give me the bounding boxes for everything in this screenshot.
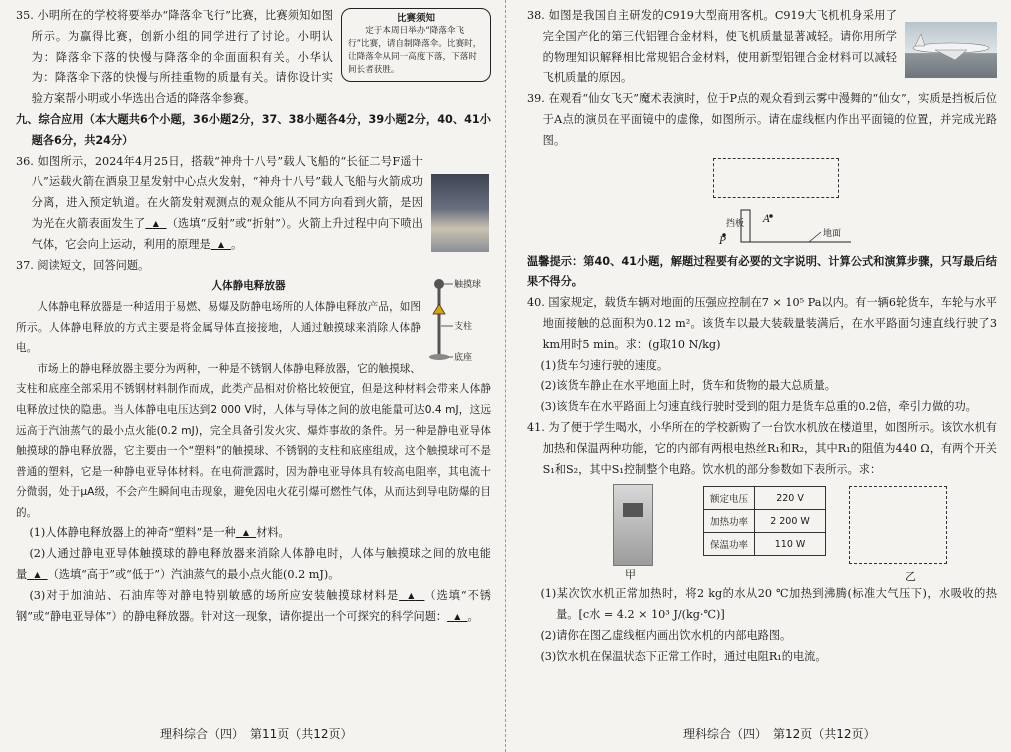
spec-label: 加热功率 xyxy=(704,510,755,533)
answer-blank[interactable]: ▲ xyxy=(34,570,41,580)
spec-value: 110 W xyxy=(755,533,826,556)
question-37-intro: 37. 阅读短文，回答问题。 xyxy=(16,258,150,272)
water-dispenser-figures xyxy=(527,480,997,584)
ground-label: 地面 xyxy=(823,228,842,239)
question-41-3: (3)饮水机在保温状态下正常工作时，通过电阻R₁的电流。 xyxy=(540,649,827,663)
water-dispenser-photo xyxy=(613,484,653,566)
point-a-label: A xyxy=(763,213,771,225)
question-40-2: (2)该货车静止在水平地面上时，货车和货物的最大总质量。 xyxy=(540,379,836,393)
answer-blank[interactable]: ▲ xyxy=(242,528,250,538)
question-40-1: (1)货车匀速行驶的速度。 xyxy=(540,358,669,372)
figure-yi-label: 乙 xyxy=(905,570,916,584)
label-base: 底座 xyxy=(454,353,473,364)
passage-paragraph-2: 市场上的静电释放器主要分为两种，一种是不锈钢人体静电释放器，它的触摸球、支柱和底座全部采用不锈钢材料制作而成，此类产品相对价格比较便宜，但是这种材料会带来人体静电释放过快的隐患。当人体静电电压达到2 000 V时，人体与导体之间的放电能量可达0.4 mJ，这远远高于汽油蒸气的最小点火能(0.2 mJ)，完全具备引发火灾、爆炸事故的条件。另一种是静电亚导体触摸球的静电释放器，它主要由一个“塑料”的触摸球、不锈钢的支柱和底座组成，这个触摸球可不是普通的塑料，它是一种静电亚导体材料。在电荷泄露时，因为静电亚导体具有较高电阻率，其电流十分微弱，处于μA级，不会产生瞬间电击现象，避免因电火花引爆可燃性气体，从而达到导电防爆的目的。 xyxy=(16,362,491,519)
label-pillar: 支柱 xyxy=(454,322,473,333)
notice-title: 比赛须知 xyxy=(396,13,435,24)
rocket-launch-photo xyxy=(431,174,489,252)
spec-value: 220 V xyxy=(755,487,826,510)
passage-title: 人体静电释放器 xyxy=(211,280,286,293)
q37-3-text: (3)对于加油站、石油库等对静电特别敏感的场所应安装触摸球材料是 xyxy=(29,588,400,602)
page-footer-left: 理科综合（四） 第11页（共12页） xyxy=(160,727,353,741)
section-9-heading: 九、综合应用（本大题共6个小题，36小题2分，37、38小题各4分，39小题2分，40、41小题各6分，共24分） xyxy=(16,112,491,147)
answer-blank[interactable]: ▲ xyxy=(152,218,160,228)
calculation-tip: 温馨提示：第40、41小题，解题过程要有必要的文字说明、计算公式和演算步骤，只写最后结果不得分。 xyxy=(527,254,997,289)
question-37-3: (3)对于加油站、石油库等对静电特别敏感的场所应安装触摸球材料是 ▲ （选填“不锈钢”或“静电亚导体”）的静电释放器。针对这一现象，请你提出一个可探究的科学问题： ▲ 。 xyxy=(16,588,491,623)
answer-blank[interactable]: ▲ xyxy=(217,239,224,249)
q37-1-text: (1)人体静电释放器上的神奇“塑料”是一种 xyxy=(29,526,236,540)
spec-row xyxy=(704,533,826,556)
question-40: 40. 国家规定，载货车辆对地面的压强应控制在7 × 10⁵ Pa以内。有一辆6轮货车，车轮与水平地面接触的总面积为0.12 m²。该货车以最大装载量装满后，在水平路面匀速直线行驶了3 km用时5 min。求：(g取10 N/kg) xyxy=(527,296,997,351)
mirror-diagram xyxy=(527,152,997,252)
circuit-answer-box[interactable] xyxy=(849,486,947,564)
notice-body: 定于本周日举办“降落伞飞行”比赛，请自制降落伞。比赛时，让降落伞从同一高度下落，下落时间长者获胜。 xyxy=(348,26,482,75)
spec-row xyxy=(704,487,826,510)
board-label: 挡板 xyxy=(726,218,745,229)
q37-2-text: (2)人通过静电亚导体触摸球的静电释放器来消除人体静电时，人体与触摸球之间的放电能量 xyxy=(16,547,491,582)
q37-3-tail: （选填“不锈钢”或“静电亚导体”）的静电释放器。针对这一现象，请你提出一个可探究的科学问题： xyxy=(16,588,491,623)
mirror-diagram-lines xyxy=(527,152,857,252)
question-36: 36. 如图所示，2024年4月25日，搭载“神舟十八号”载人飞船的“长征二号F遥十八”运载火箭在酒泉卫星发射中心点火发射，“神舟十八号”载人飞船与火箭成功分离，进入预定轨道。在火箭发射观测点的观众能从不同方向看到火箭，是因为光在火箭表面发生了 ▲ （选填“反射”或“折射”）。火箭上升过程中向下喷出气体，它会向上运动，利用的原理是 ▲ 。 xyxy=(16,154,423,251)
passage-paragraph-1: 人体静电释放器是一种适用于易燃、易爆及防静电场所的人体静电释放产品，如图所示。人体静电释放的方式主要是将金属导体直接接地，人通过触摸球来消除人体静电。 xyxy=(16,300,421,355)
point-p-label: P xyxy=(719,235,726,247)
question-36-part-a: 36. 如图所示，2024年4月25日，搭载“神舟十八号”载人飞船的“长征二号F遥十八”运载火箭在酒泉卫星发射中心点火发射，“神舟十八号”载人飞船与火箭成功分离，进入预定轨道。在火箭发射观测点的观众能从不同方向看到火箭，是因为光在火箭表面发生了 xyxy=(16,154,423,230)
question-41-1: (1)某次饮水机正常加热时，将2 kg的水从20 ℃加热到沸腾(标准大气压下)，水吸收的热量。[c水 = 4.2 × 10³ J/(kg·℃)] xyxy=(540,587,997,622)
question-36-part-b: （选填“反射”或“折射”）。火箭上升过程中向下喷出气体，它会向上运动，利用的原理是 xyxy=(31,216,423,251)
question-37-2 xyxy=(16,544,491,586)
spec-label: 保温功率 xyxy=(704,533,755,556)
question-41-2: (2)请你在图乙虚线框内画出饮水机的内部电路图。 xyxy=(540,628,792,642)
q37-2-tail: （选填“高于”或“低于”）汽油蒸气的最小点火能(0.2 mJ)。 xyxy=(47,568,340,582)
page-divider xyxy=(505,0,506,752)
question-39: 39. 在观看“仙女飞天”魔术表演时，位于P点的观众看到云雾中漫舞的“仙女”，实质是挡板后位于A点的演员在平面镜中的虚像，如图所示。请在虚线框内作出平面镜的位置，并完成光路图。 xyxy=(527,92,997,147)
answer-blank[interactable]: ▲ xyxy=(454,611,461,621)
spec-label: 额定电压 xyxy=(704,487,755,510)
spec-row xyxy=(704,510,826,533)
spec-value: 2 200 W xyxy=(755,510,826,533)
c919-aircraft-photo xyxy=(905,22,997,78)
label-touch-ball: 触摸球 xyxy=(454,280,482,291)
question-41: 41. 为了便于学生喝水，小华所在的学校新购了一台饮水机放在楼道里，如图所示。该饮水机有加热和保温两种功能，它的内部有两根电热丝R₁和R₂，其中R₁的阻值为440 Ω，有两个开关S₁和S₂，其中S₁控制整个电路。饮水机的部分参数如下表所示。求： xyxy=(527,420,997,476)
left-page xyxy=(0,0,505,752)
static-discharger-figure xyxy=(427,276,489,364)
aircraft-icon xyxy=(905,22,997,78)
answer-blank[interactable]: ▲ xyxy=(408,590,416,600)
contest-notice-box xyxy=(341,8,491,82)
page-footer-right: 理科综合（四） 第12页（共12页） xyxy=(683,727,876,741)
reading-passage xyxy=(16,276,491,523)
question-38: 38. 如图是我国自主研发的C919大型商用客机。C919大飞机机身采用了完全国产化的第三代铝锂合金材料，使飞机质量显著减轻。请你用所学的物理知识解释相比常规铝合金材料，使用新型铝锂合金材料可以减轻飞机质量的原因。 xyxy=(527,9,897,85)
question-37-1 xyxy=(16,523,491,544)
question-35: 35. 小明所在的学校将要举办“降落伞飞行”比赛，比赛须知如图所示。为赢得比赛，创新小组的同学进行了讨论。小明认为：降落伞下落的快慢与降落伞的伞面面积有关。小华认为：降落伞下落的快慢与所挂重物的质量有关。请你设计实验方案帮小明或小华选出合适的降落伞参赛。 xyxy=(16,9,333,106)
dispenser-spec-table xyxy=(703,486,826,556)
question-40-3: (3)该货车在水平路面上匀速直线行驶时受到的阻力是货车总重的0.2倍，牵引力做的功。 xyxy=(540,400,977,414)
q37-1-tail: 材料。 xyxy=(256,526,290,540)
right-page xyxy=(507,0,1011,752)
figure-jia-label: 甲 xyxy=(625,568,636,582)
